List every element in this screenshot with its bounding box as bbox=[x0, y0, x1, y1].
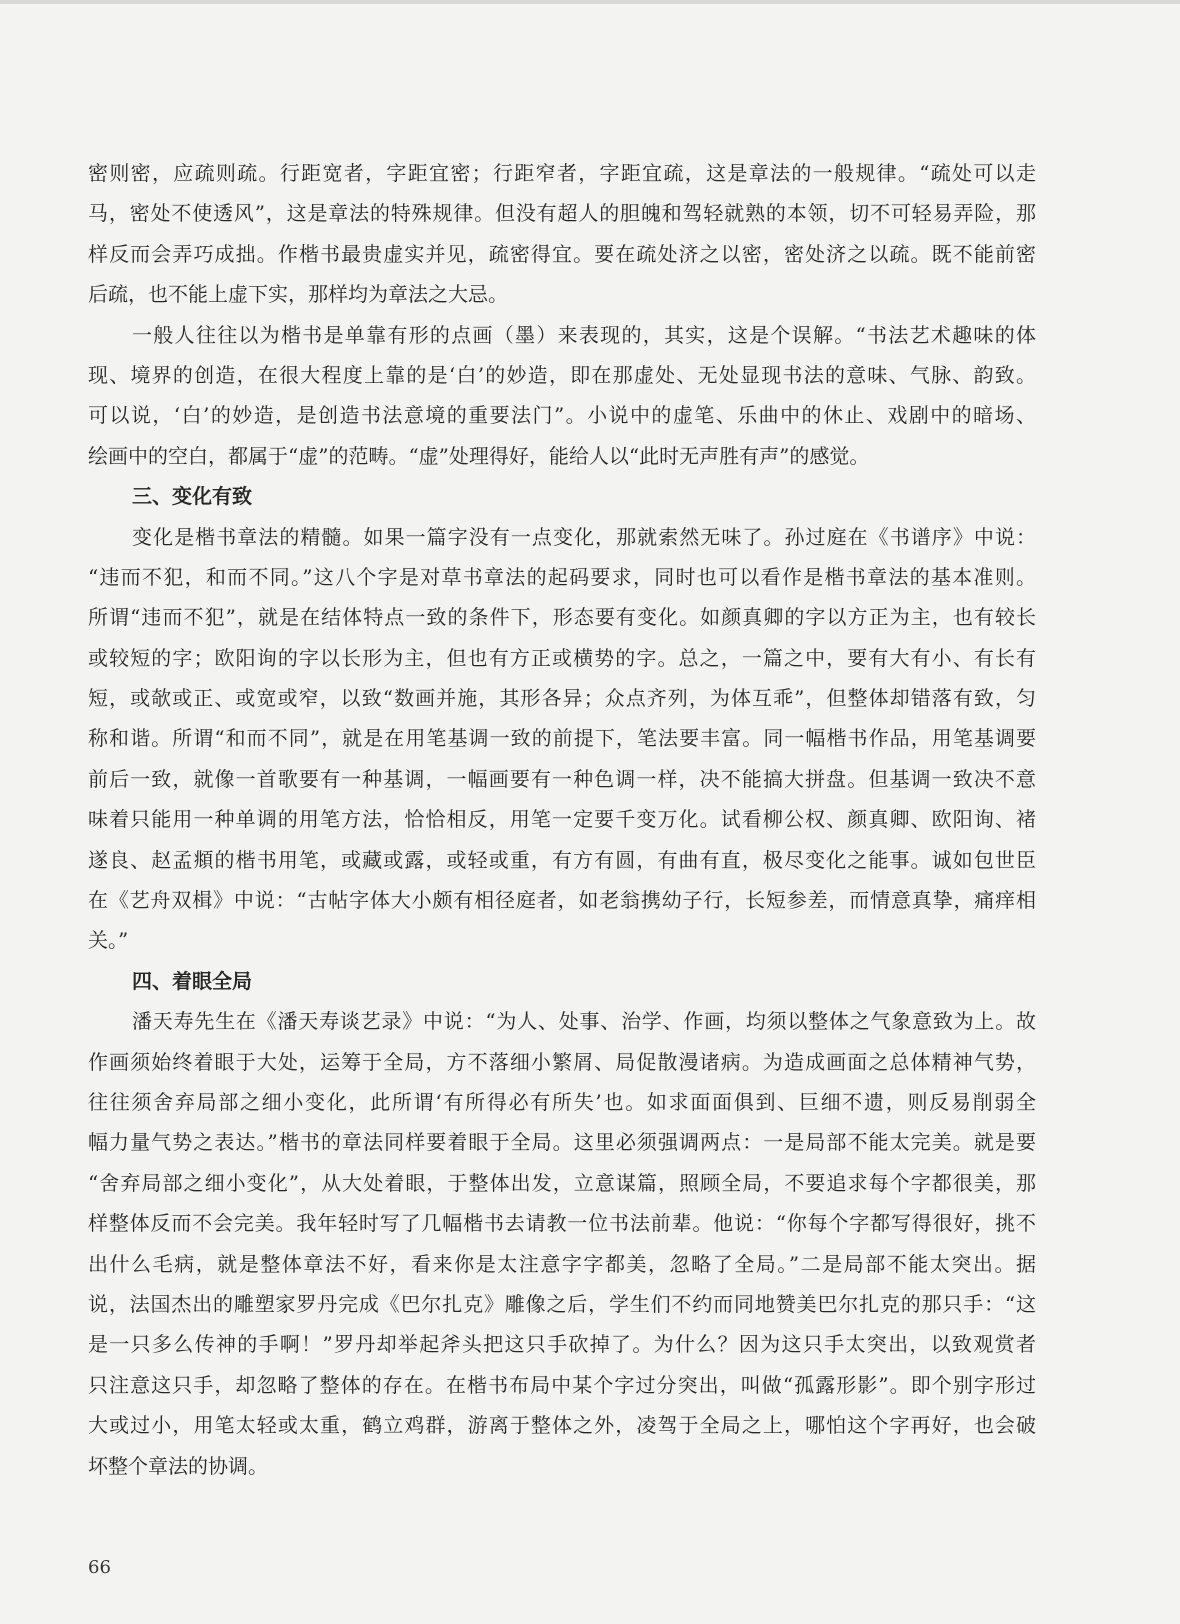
paragraph-variation bbox=[88, 517, 1036, 961]
paragraph-spacing-rules bbox=[88, 153, 1036, 315]
text-line: 绘画中的空白，都属于“虚”的范畴。“虚”处理得好，能给人以“此时无声胜有声”的感觉。 bbox=[88, 443, 870, 468]
paragraph-white-space bbox=[88, 315, 1036, 477]
text-line: 可以说，‘白’的妙造，是创造书法意境的重要法门”。小说中的虚笔、乐曲中的休止、戏剧中的暗场、 bbox=[88, 403, 1036, 428]
text-line: 或较短的字；欧阳询的字以长形为主，但也有方正或横势的字。总之，一篇之中，要有大有小、有长有 bbox=[88, 645, 1036, 670]
text-line: 往往须舍弃局部之细小变化，此所谓‘有所得必有所失’也。如求面面俱到、巨细不遗，则反易削弱全 bbox=[88, 1089, 1036, 1114]
text-line: 现、境界的创造，在很大程度上靠的是‘白’的妙造，即在那虚处、无处显现书法的意味、气脉、韵致。 bbox=[88, 362, 1036, 387]
text-line: 马，密处不使透风”，这是章法的特殊规律。但没有超人的胆魄和驾轻就熟的本领，切不可轻易弄险，那 bbox=[88, 201, 1036, 226]
text-line: 幅力量气势之表达。”楷书的章法同样要着眼于全局。这里必须强调两点：一是局部不能太完美。就是要 bbox=[88, 1130, 1036, 1155]
text-line: 前后一致，就像一首歌要有一种基调，一幅画要有一种色调一样，决不能搞大拼盘。但基调一致决不意 bbox=[88, 766, 1036, 791]
top-edge-rule bbox=[0, 0, 1180, 4]
text-line: 说，法国杰出的雕塑家罗丹完成《巴尔扎克》雕像之后，学生们不约而同地赞美巴尔扎克的那只手：“这 bbox=[88, 1291, 1036, 1316]
text-line: 一般人往往以为楷书是单靠有形的点画（墨）来表现的，其实，这是个误解。“书法艺术趣味的体 bbox=[132, 322, 1036, 347]
section-heading-3: 三、变化有致 bbox=[132, 484, 252, 509]
text-line: 出什么毛病，就是整体章法不好，看来你是太注意字字都美，忽略了全局。”二是局部不能太突出。据 bbox=[88, 1251, 1036, 1276]
text-line: 密则密，应疏则疏。行距宽者，字距宜密；行距窄者，字距宜疏，这是章法的一般规律。“疏处可以走 bbox=[88, 161, 1036, 185]
page-number: 66 bbox=[88, 1557, 111, 1578]
text-line: 所谓“违而不犯”，就是在结体特点一致的条件下，形态要有变化。如颜真卿的字以方正为主，也有较长 bbox=[88, 605, 1036, 630]
text-line: 潘天寿先生在《潘天寿谈艺录》中说：“为人、处事、治学、作画，均须以整体之气象意致为上。故 bbox=[132, 1009, 1036, 1034]
text-line: 是一只多么传神的手啊！”罗丹却举起斧头把这只手砍掉了。为什么？因为这只手太突出，以致观赏者 bbox=[88, 1332, 1036, 1357]
paragraph-overall-view bbox=[88, 1001, 1036, 1486]
text-line: 在《艺舟双楫》中说：“古帖字体大小颇有相径庭者，如老翁携幼子行，长短参差，而情意真挚，痛痒相 bbox=[88, 888, 1036, 913]
text-line: 只注意这只手，却忽略了整体的存在。在楷书布局中某个字过分突出，叫做“孤露形影”。即个别字形过 bbox=[88, 1372, 1036, 1397]
section-heading-4: 四、着眼全局 bbox=[132, 968, 252, 993]
text-line: “舍弃局部之细小变化”，从大处着眼，于整体出发，立意谋篇，照顾全局，不要追求每个字都很美，那 bbox=[88, 1170, 1036, 1195]
text-line: 作画须始终着眼于大处，运筹于全局，方不落细小繁屑、局促散漫诸病。为造成画面之总体精神气势， bbox=[88, 1049, 1036, 1074]
text-line: 变化是楷书章法的精髓。如果一篇字没有一点变化，那就索然无味了。孙过庭在《书谱序》中说： bbox=[132, 524, 1036, 549]
text-line: 短，或欹或正、或宽或窄，以致“数画并施，其形各异；众点齐列，为体互乖”，但整体却错落有致，匀 bbox=[88, 686, 1036, 711]
text-line: 味着只能用一种单调的用笔方法，恰恰相反，用笔一定要千变万化。试看柳公权、颜真卿、欧阳询、褚 bbox=[88, 807, 1036, 832]
text-line: 大或过小，用笔太轻或太重，鹤立鸡群，游离于整体之外，凌驾于全局之上，哪怕这个字再好，也会破 bbox=[88, 1413, 1036, 1438]
text-line: 样整体反而不会完美。我年轻时写了几幅楷书去请教一位书法前辈。他说：“你每个字都写得很好，挑不 bbox=[88, 1211, 1036, 1236]
text-line: 关。” bbox=[88, 928, 129, 953]
text-line: 样反而会弄巧成拙。作楷书最贵虚实并见，疏密得宜。要在疏处济之以密，密处济之以疏。既不能前密 bbox=[88, 241, 1036, 266]
text-line: 后疏，也不能上虚下实，那样均为章法之大忌。 bbox=[88, 282, 508, 307]
text-line: 坏整个章法的协调。 bbox=[88, 1453, 268, 1478]
text-line: 遂良、赵孟頫的楷书用笔，或藏或露，或轻或重，有方有圆，有曲有直，极尽变化之能事。诚如包世臣 bbox=[88, 847, 1036, 872]
body-text bbox=[88, 153, 1036, 1486]
text-line: “违而不犯，和而不同。”这八个字是对草书章法的起码要求，同时也可以看作是楷书章法的基本准则。 bbox=[88, 564, 1036, 589]
text-line: 称和谐。所谓“和而不同”，就是在用笔基调一致的前提下，笔法要丰富。同一幅楷书作品，用笔基调要 bbox=[88, 726, 1036, 751]
